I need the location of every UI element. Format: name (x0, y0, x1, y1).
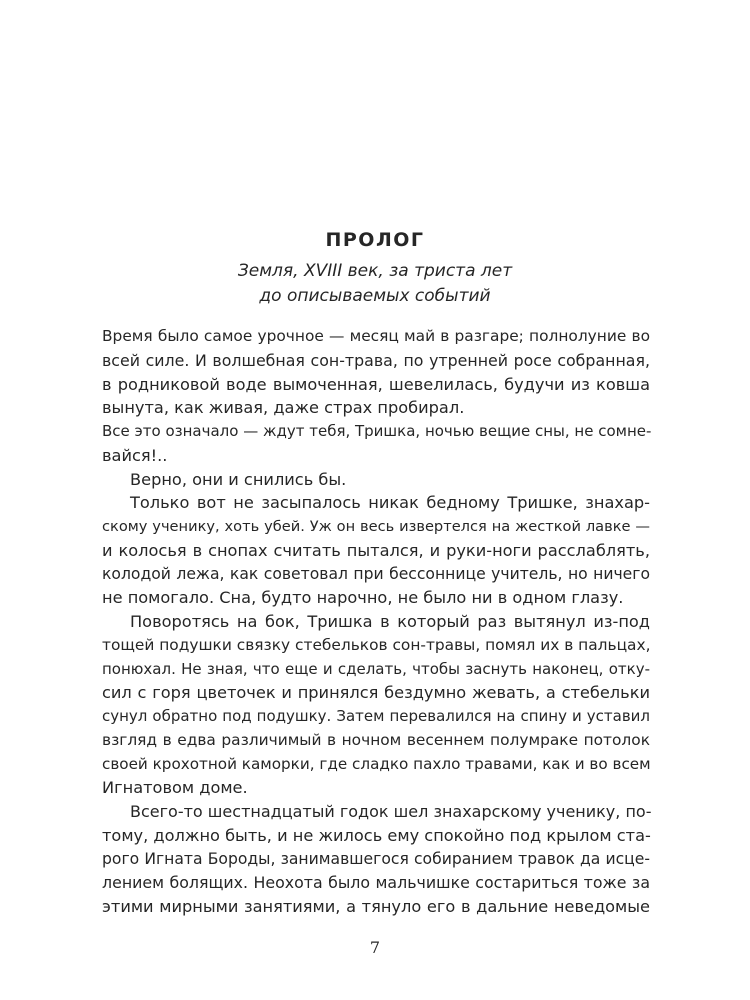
body-text (102, 325, 650, 919)
subtitle-line: Земля, XVIII век, за триста лет (237, 261, 513, 281)
text-line: тощей подушки связку стебельков сон-травы, помял их в пальцах, (102, 635, 651, 654)
text-line: Только вот не засыпалось никак бедному Тришке, знахар- (130, 493, 650, 513)
subtitle-line: до описываемых событий (259, 286, 491, 306)
text-line: этими мирными занятиями, а тянуло его в дальние неведомые (102, 897, 650, 916)
chapter-subtitle (0, 259, 750, 309)
text-line: лением болящих. Неохота было мальчишке состариться тоже за (102, 873, 650, 893)
text-line: тому, должно быть, и не жилось ему спокойно под крылом ста- (102, 825, 651, 845)
text-line: колодой лежа, как советовал при бессоннице учитель, но ничего (102, 564, 650, 583)
text-line: Поворотясь на бок, Тришка в который раз вытянул из-под (130, 612, 650, 631)
text-line: сунул обратно под подушку. Затем перевалился на спину и уставил (102, 707, 650, 725)
text-line: скому ученику, хоть убей. Уж он весь извертелся на жесткой лавке — (102, 518, 650, 535)
text-line: взгляд в едва различимый в ночном весеннем полумраке потолок (102, 730, 650, 749)
text-line: понюхал. Не зная, что еще и сделать, чтобы заснуть наконец, отку- (102, 659, 650, 678)
text-line: своей крохотной каморки, где сладко пахло травами, как и во всем (102, 754, 651, 773)
text-line: всей силе. И волшебная сон-трава, по утренней росе собранная, (102, 350, 650, 370)
text-line: Время было самое урочное — месяц май в разгаре; полнолуние во (102, 327, 650, 345)
text-line: сил с горя цветочек и принялся бездумно жевать, а стебельки (102, 683, 650, 703)
text-line: в родниковой воде вымоченная, шевелилась, будучи из ковша (102, 374, 650, 394)
text-line: рого Игната Бороды, занимавшегося собиранием травок да исце- (102, 849, 650, 868)
text-line: Игнатовом доме. (102, 778, 248, 798)
text-line: и колосья в снопах считать пытался, и руки-ноги расслаблять, (102, 540, 650, 560)
text-line: Все это означало — ждут тебя, Тришка, ночью вещие сны, не сомне- (102, 422, 652, 440)
text-line: вайся!.. (102, 445, 168, 465)
chapter-heading: ПРОЛОГ (325, 229, 425, 251)
text-line: Всего-то шестнадцатый годок шел знахарскому ученику, по- (130, 802, 652, 821)
text-line: Верно, они и снились бы. (130, 469, 347, 489)
text-line: не помогало. Сна, будто нарочно, не было ни в одном глазу. (102, 588, 624, 608)
text-line: вынута, как живая, даже страх пробирал. (102, 398, 465, 418)
page-number: 7 (369, 938, 381, 957)
